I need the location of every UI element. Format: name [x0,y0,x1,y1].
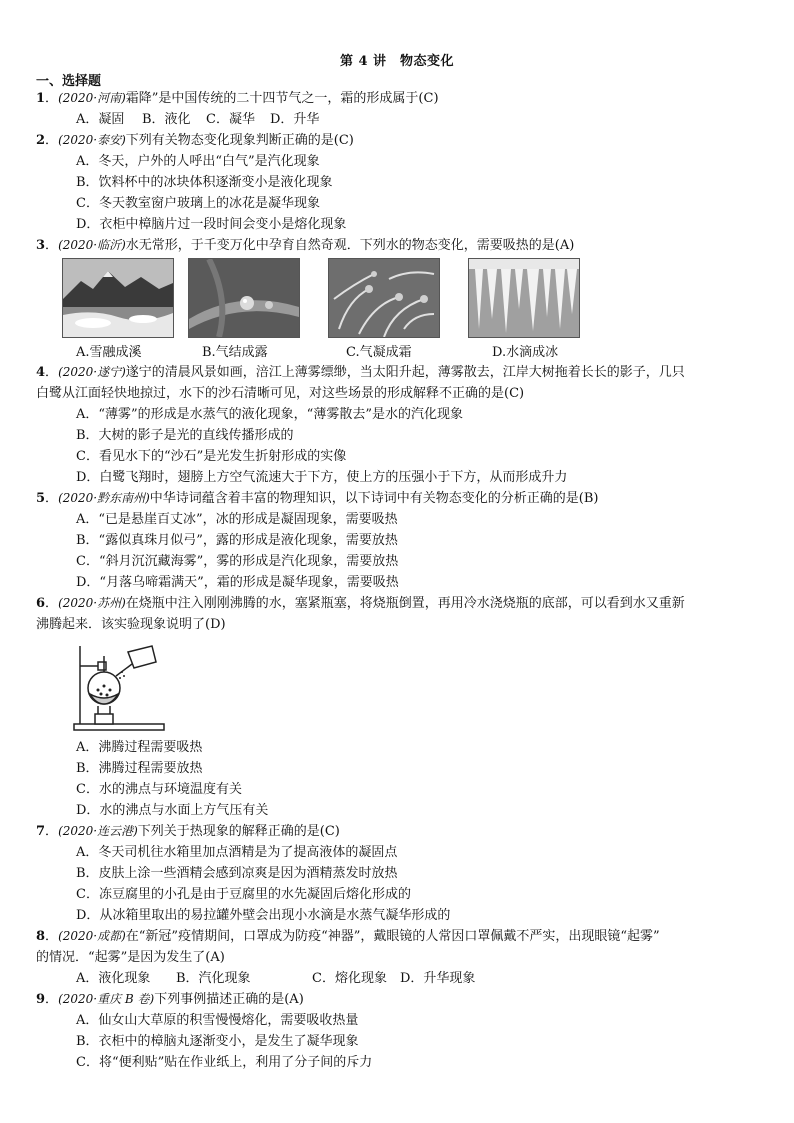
option-c: C．冬天教室窗户玻璃上的冰花是凝华现象 [76,196,320,211]
question-1: 1．(2020·河南)霜降”是中国传统的二十四节气之一，霜的形成属于(C) [36,91,439,106]
caption-d: D.水滴成冰 [492,345,559,360]
question-number: 5 [36,491,46,506]
question-source: (2020·苏州) [58,596,126,610]
caption-a: A.雪融成溪 [76,345,142,360]
question-9: 9．(2020·重庆 B 卷)下列事例描述正确的是(A) [36,992,304,1007]
option-b: B．液化 [142,112,191,127]
question-3: 3．(2020·临沂)水无常形，于千变万化中孕育自然奇观．下列水的物态变化，需要吸热的是(A) [36,238,575,253]
option-b: B．汽化现象 [176,971,251,986]
question-source: (2020·重庆 B 卷) [58,992,155,1006]
option-b: B．衣柜中的樟脑丸逐渐变小，是发生了凝华现象 [76,1034,359,1049]
question-text: 下列事例描述正确的是(A) [154,992,304,1007]
option-c: C．水的沸点与环境温度有关 [76,782,242,797]
question-source: (2020·成都) [58,929,126,943]
option-c: C．将“便利贴”贴在作业纸上，利用了分子间的斥力 [76,1055,373,1070]
caption-c: C.气凝成霜 [346,345,412,360]
question-number: 8 [36,929,46,944]
question-text: 水无常形，于千变万化中孕育自然奇观．下列水的物态变化，需要吸热的是(A) [125,238,575,253]
question-source: (2020·黔东南州) [58,491,150,505]
question-source: (2020·遂宁) [58,365,126,379]
photo-dew-drop [188,258,300,338]
question-8-options [76,968,475,989]
option-a: A．冬天司机往水箱里加点酒精是为了提高液体的凝固点 [76,845,398,860]
option-d: D．水的沸点与水面上方气压有关 [76,803,269,818]
question-text: 下列关于热现象的解释正确的是(C) [137,824,340,839]
question-text: 在“新冠”疫情期间，口罩成为防疫“神器”，戴眼镜的人常因口罩佩戴不严实，出现眼镜“起雾” [125,929,660,944]
option-c: C．凝华 [206,112,255,127]
option-a: A．液化现象 [76,971,151,986]
option-a: A．凝固 [76,112,125,127]
photo-snow-melting [62,258,174,338]
flask-apparatus-figure [72,642,172,738]
option-b: B．“露似真珠月似弓”，露的形成是液化现象，需要放热 [76,533,398,548]
option-a: A．仙女山大草原的积雪慢慢熔化，需要吸收热量 [76,1013,359,1028]
question-number: 7 [36,824,46,839]
option-d: D．白鹭飞翔时，翅膀上方空气流速大于下方，使上方的压强小于下方，从而形成升力 [76,470,568,485]
question-6: 6．(2020·苏州)在烧瓶中注入刚刚沸腾的水，塞紧瓶塞，将烧瓶倒置，再用冷水浇烧瓶的底部，可以看到水又重新 [36,596,685,611]
caption-b: B.气结成露 [202,345,268,360]
question-source: (2020·连云港) [58,824,138,838]
question-8-continued: 的情况．“起雾”是因为发生了(A) [36,950,225,965]
question-text: 霜降”是中国传统的二十四节气之一，霜的形成属于(C) [125,91,439,106]
option-a: A．冬天，户外的人呼出“白气”是汽化现象 [76,154,320,169]
question-number: 6 [36,596,46,611]
option-b: B．皮肤上涂一些酒精会感到凉爽是因为酒精蒸发时放热 [76,866,398,881]
question-number: 3 [36,238,46,253]
option-d: D．从冰箱里取出的易拉罐外壁会出现小水滴是水蒸气凝华形成的 [76,908,451,923]
question-2: 2．(2020·泰安)下列有关物态变化现象判断正确的是(C) [36,133,354,148]
question-number: 1 [36,91,46,106]
question-text: 中华诗词蕴含着丰富的物理知识，以下诗词中有关物态变化的分析正确的是(B) [149,491,599,506]
question-6-continued: 沸腾起来．该实验现象说明了(D) [36,617,226,632]
option-b: B．大树的影子是光的直线传播形成的 [76,428,294,443]
option-a: A．“薄雾”的形成是水蒸气的液化现象，“薄雾散去”是水的汽化现象 [76,407,463,422]
question-text: 下列有关物态变化现象判断正确的是(C) [125,133,354,148]
question-number: 4 [36,365,46,380]
question-1-options [76,109,319,130]
photo-frost [328,258,440,338]
option-c: C．熔化现象 [312,971,387,986]
question-source: (2020·河南) [58,91,126,105]
option-c: C．看见水下的“沙石”是光发生折射形成的实像 [76,449,347,464]
option-b: B．饮料杯中的冰块体积逐渐变小是液化现象 [76,175,333,190]
page-title: 第 4 讲 物态变化 [339,54,455,69]
section-heading: 一、选择题 [36,74,102,89]
question-4: 4．(2020·遂宁)遂宁的清晨风景如画，涪江上薄雾缥缈，当太阳升起，薄雾散去，江岸大树拖着长长的影子，几只 [36,365,685,380]
option-d: D．“月落乌啼霜满天”，霜的形成是凝华现象，需要吸热 [76,575,399,590]
question-text: 遂宁的清晨风景如画，涪江上薄雾缥缈，当太阳升起，薄雾散去，江岸大树拖着长长的影子，几只 [125,365,685,380]
question-7: 7．(2020·连云港)下列关于热现象的解释正确的是(C) [36,824,340,839]
option-d: D．升华 [270,112,320,127]
question-4-continued: 白鹭从江面轻快地掠过，水下的沙石清晰可见，对这些场景的形成解释不正确的是(C) [36,386,525,401]
photo-icicles [468,258,580,338]
option-c: C．“斜月沉沉藏海雾”，雾的形成是汽化现象，需要放热 [76,554,399,569]
question-source: (2020·泰安) [58,133,126,147]
question-source: (2020·临沂) [58,238,126,252]
option-d: D．升华现象 [400,971,476,986]
question-5: 5．(2020·黔东南州)中华诗词蕴含着丰富的物理知识，以下诗词中有关物态变化的分析正确的是(B) [36,491,599,506]
question-number: 9 [36,992,46,1007]
question-8: 8．(2020·成都)在“新冠”疫情期间，口罩成为防疫“神器”，戴眼镜的人常因口罩佩戴不严实，出现眼镜“起雾” [36,929,660,944]
option-c: C．冻豆腐里的小孔是由于豆腐里的水先凝固后熔化形成的 [76,887,411,902]
question-text: 在烧瓶中注入刚刚沸腾的水，塞紧瓶塞，将烧瓶倒置，再用冷水浇烧瓶的底部，可以看到水又重新 [125,596,685,611]
option-a: A．“已是悬崖百丈冰”，冰的形成是凝固现象，需要吸热 [76,512,398,527]
option-a: A．沸腾过程需要吸热 [76,740,203,755]
option-d: D．衣柜中樟脑片过一段时间会变小是熔化现象 [76,217,347,232]
question-number: 2 [36,133,46,148]
option-b: B．沸腾过程需要放热 [76,761,203,776]
